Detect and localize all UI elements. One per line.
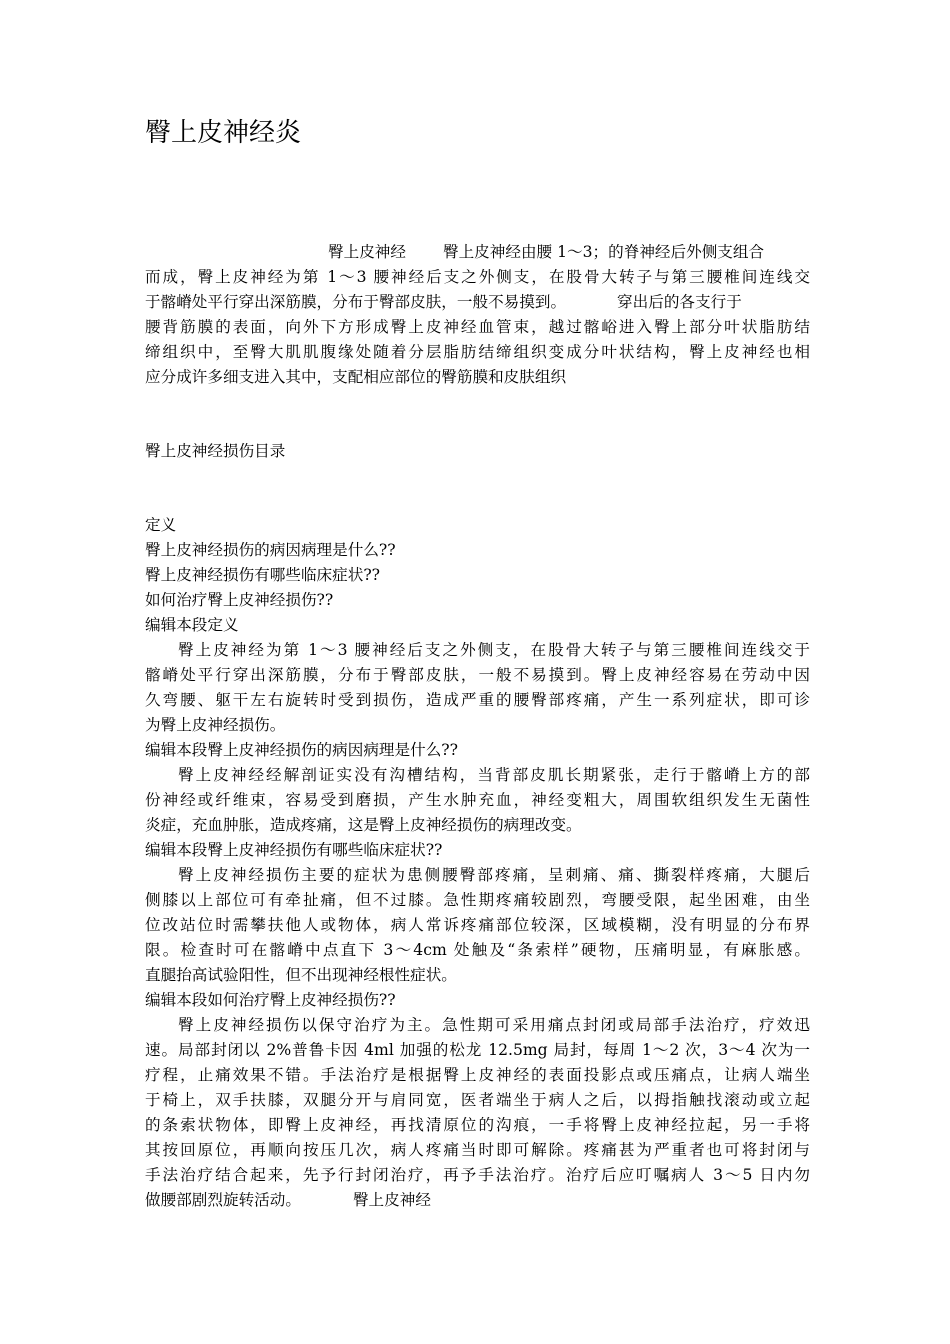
intro-paragraph xyxy=(145,240,810,390)
section-treatment xyxy=(145,988,810,1213)
intro-line: 应分成许多细支进入其中，支配相应部位的臀筋膜和皮肤组织 xyxy=(145,368,567,386)
section-line: 直腿抬高试验阳性，但不出现神经根性症状。 xyxy=(145,966,457,984)
intro-line: 腰背筋膜的表面，向外下方形成臀上皮神经血管束，越过髂峪进入臀上部分叶状脂肪结 xyxy=(145,318,810,336)
section-line: 做腰部剧烈旋转活动。 臀上皮神经 xyxy=(145,1191,431,1209)
intro-line: 臀上皮神经 臀上皮神经由腰 1～3；的脊神经后外侧支组合 xyxy=(328,243,765,261)
toc-item[interactable]: 臀上皮神经损伤的病因病理是什么?? xyxy=(145,541,396,559)
section-line: 的条索状物体，即臀上皮神经，再找清原位的沟痕，一手将臀上皮神经拉起，另一手将 xyxy=(145,1116,810,1134)
section-definition xyxy=(145,613,810,738)
section-heading: 编辑本段臀上皮神经损伤的病因病理是什么?? xyxy=(145,741,459,759)
section-heading: 编辑本段定义 xyxy=(145,616,239,634)
section-line: 速。局部封闭以 2%普鲁卡因 4ml 加强的松龙 12.5mg 局封，每周 1～2 次，3～4 次为一 xyxy=(145,1041,810,1059)
section-heading: 编辑本段如何治疗臀上皮神经损伤?? xyxy=(145,991,396,1009)
section-etiology xyxy=(145,738,810,838)
section-symptoms xyxy=(145,838,810,988)
intro-line: 而成，臀上皮神经为第 1～3 腰神经后支之外侧支，在股骨大转子与第三腰椎间连线交 xyxy=(145,268,810,286)
section-line: 于椅上，双手扶膝，双腿分开与肩同宽，医者端坐于病人之后，以拇指触找滚动或立起 xyxy=(145,1091,810,1109)
toc-list xyxy=(145,513,810,613)
intro-lead-term: 臀上皮神经 xyxy=(328,243,406,261)
section-heading: 编辑本段臀上皮神经损伤有哪些临床症状?? xyxy=(145,841,443,859)
toc-item[interactable]: 如何治疗臀上皮神经损伤?? xyxy=(145,591,334,609)
section-line: 为臀上皮神经损伤。 xyxy=(145,716,286,734)
toc-item[interactable]: 臀上皮神经损伤有哪些临床症状?? xyxy=(145,566,381,584)
toc-title: 臀上皮神经损伤目录 xyxy=(145,442,286,460)
intro-line: 于髂嵴处平行穿出深筋膜，分布于臀部皮肤，一般不易摸到。 穿出后的各支行于 xyxy=(145,293,742,311)
section-line: 臀上皮神经经解剖证实没有沟槽结构，当背部皮肌长期紧张，走行于髂嵴上方的部 xyxy=(178,766,810,784)
section-line: 臀上皮神经损伤主要的症状为患侧腰臀部疼痛，呈刺痛、痛、撕裂样疼痛，大腿后 xyxy=(178,866,810,884)
document-body xyxy=(145,240,810,1213)
toc-item[interactable]: 定义 xyxy=(145,516,177,534)
section-line: 手法治疗结合起来，先予行封闭治疗，再予手法治疗。治疗后应叮嘱病人 3～5 日内勿 xyxy=(145,1166,810,1184)
section-line: 久弯腰、躯干左右旋转时受到损伤，造成严重的腰臀部疼痛，产生一系列症状，即可诊 xyxy=(145,691,810,709)
trailing-term: 臀上皮神经 xyxy=(352,1191,431,1209)
section-line: 炎症，充血肿胀，造成疼痛，这是臀上皮神经损伤的病理改变。 xyxy=(145,816,582,834)
section-line: 髂嵴处平行穿出深筋膜，分布于臀部皮肤，一般不易摸到。臀上皮神经容易在劳动中因 xyxy=(145,666,810,684)
section-line: 臀上皮神经为第 1～3 腰神经后支之外侧支，在股骨大转子与第三腰椎间连线交于 xyxy=(178,641,810,659)
section-line: 限。检查时可在髂嵴中点直下 3～4cm 处触及“条索样”硬物，压痛明显，有麻胀感。 xyxy=(145,941,810,959)
section-line: 其按回原位，再顺向按压几次，病人疼痛当时即可解除。疼痛甚为严重者也可将封闭与 xyxy=(145,1141,810,1159)
section-line: 臀上皮神经损伤以保守治疗为主。急性期可采用痛点封闭或局部手法治疗，疗效迅 xyxy=(178,1016,810,1034)
section-line: 份神经或纤维束，容易受到磨损，产生水肿充血，神经变粗大，周围软组织发生无菌性 xyxy=(145,791,810,809)
section-line: 位改站位时需攀扶他人或物体，病人常诉疼痛部位较深，区域模糊，没有明显的分布界 xyxy=(145,916,810,934)
intro-line: 缔组织中，至臀大肌肌腹缘处随着分层脂肪结缔组织变成分叶状结构，臀上皮神经也相 xyxy=(145,343,810,361)
section-line: 侧膝以上部位可有牵扯痛，但不过膝。急性期疼痛较剧烈，弯腰受限，起坐困难，由坐 xyxy=(145,891,810,909)
document-title: 臀上皮神经炎 xyxy=(145,118,302,148)
section-line: 疗程，止痛效果不错。手法治疗是根据臀上皮神经的表面投影点或压痛点，让病人端坐 xyxy=(145,1066,810,1084)
